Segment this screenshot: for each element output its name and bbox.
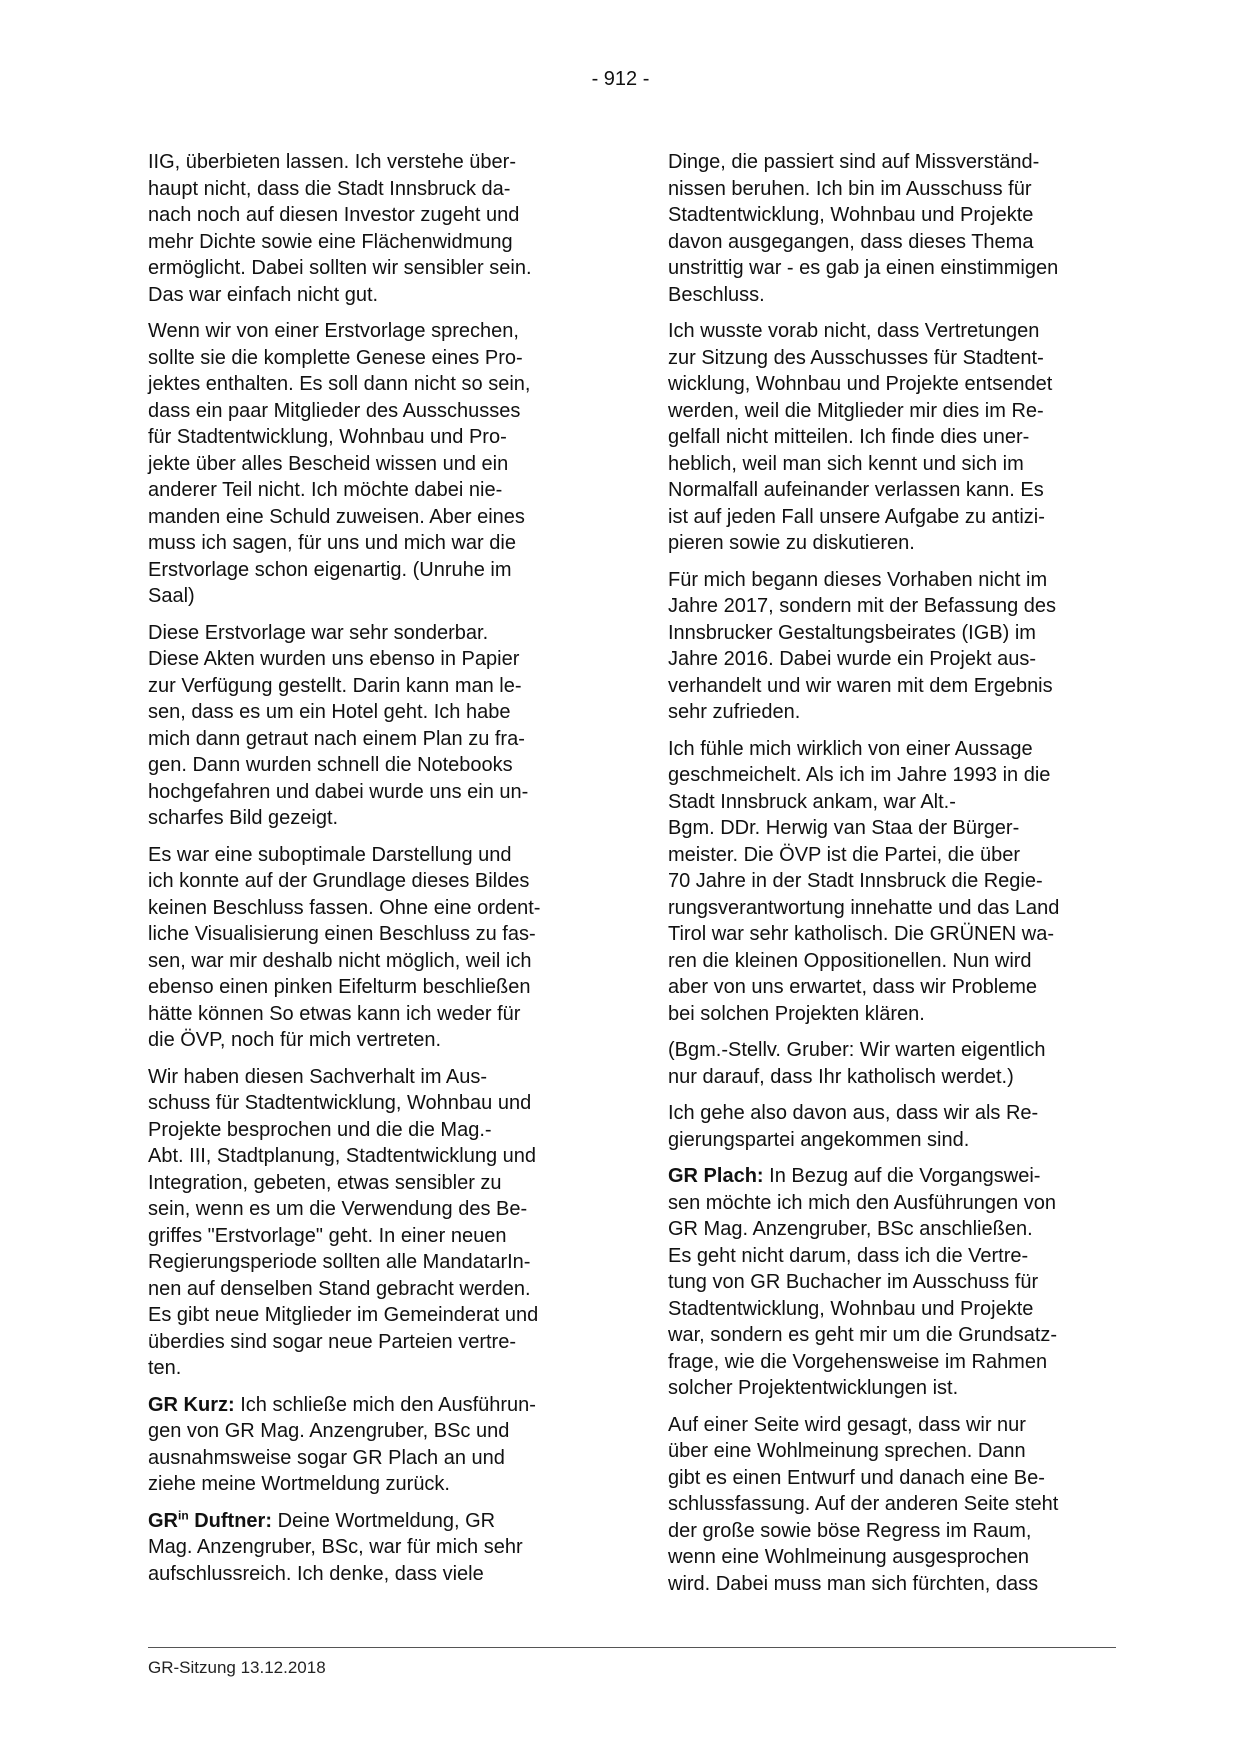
text-line: sen, dass es um ein Hotel geht. Ich habe xyxy=(148,701,511,723)
text-line: gierungspartei angekommen sind. xyxy=(668,1128,970,1151)
text-line: sen möchte ich mich den Ausführungen von xyxy=(668,1191,1057,1214)
text-line: Erstvorlage schon eigenartig. (Unruhe im xyxy=(148,558,512,581)
paragraph xyxy=(148,318,588,610)
text-line: geschmeichelt. Als ich im Jahre 1993 in die xyxy=(668,764,1051,786)
text-line: dass ein paar Mitglieder des Ausschusses xyxy=(148,399,521,422)
text-line: gibt es einen Entwurf und danach eine Be- xyxy=(668,1466,1045,1489)
text-line: davon ausgegangen, dass dieses Thema xyxy=(668,230,1034,253)
text-line: Ich gehe also davon aus, dass wir als Re- xyxy=(668,1102,1039,1124)
text-line: scharfes Bild gezeigt. xyxy=(148,807,339,829)
paragraph xyxy=(668,149,1108,308)
text-line: werden, weil die Mitglieder mir dies im Re- xyxy=(668,399,1044,422)
text-line: war, sondern es geht mir um die Grundsatz- xyxy=(668,1324,1058,1346)
text-line: Saal) xyxy=(148,585,195,607)
text-line: tung von GR Buchacher im Ausschuss für xyxy=(668,1271,1039,1293)
text-line: Ich schließe mich den Ausführun- xyxy=(240,1393,536,1416)
text-line: Es war eine suboptimale Darstellung und xyxy=(148,843,512,866)
text-line: IIG, überbieten lassen. Ich verstehe über- xyxy=(148,151,516,173)
text-line: wicklung, Wohnbau und Projekte entsendet xyxy=(668,373,1053,395)
footer-divider xyxy=(148,1647,1116,1648)
speaker-name: $GR^{in}$ Duftner: xyxy=(148,1507,272,1532)
text-line: nissen beruhen. Ich bin im Ausschuss für xyxy=(668,177,1032,200)
paragraph xyxy=(148,842,588,1054)
text-line: Jahre 2016. Dabei wurde ein Projekt aus- xyxy=(668,648,1036,670)
paragraph xyxy=(668,1037,1108,1090)
text-line: gelfall nicht mitteilen. Ich finde dies uner- xyxy=(668,426,1030,448)
text-line: sein, wenn es um die Verwendung des Be- xyxy=(148,1198,528,1220)
text-line: sen, war mir deshalb nicht möglich, weil ich xyxy=(148,949,532,972)
speaker-name: GR Kurz: xyxy=(148,1393,235,1416)
text-line: Deine Wortmeldung, GR xyxy=(277,1509,496,1532)
text-line: manden eine Schuld zuweisen. Aber eines xyxy=(148,505,525,528)
paragraph xyxy=(668,1412,1108,1598)
text-line: hochgefahren und dabei wurde uns ein un- xyxy=(148,780,529,803)
text-line: ausnahmsweise sogar GR Plach an und xyxy=(148,1446,505,1469)
text-line: Dinge, die passiert sind auf Missverständ- xyxy=(668,151,1040,173)
text-line: bei solchen Projekten klären. xyxy=(668,1002,925,1025)
text-line: In Bezug auf die Vorgangswei- xyxy=(769,1165,1041,1187)
text-line: Stadtentwicklung, Wohnbau und Projekte xyxy=(668,204,1034,226)
text-line: Tirol war sehr katholisch. Die GRÜNEN wa- xyxy=(668,923,1055,945)
paragraph xyxy=(668,567,1108,726)
text-line: Wir haben diesen Sachverhalt im Aus- xyxy=(148,1065,488,1088)
text-line: ebenso einen pinken Eifelturm beschließen xyxy=(148,976,531,998)
paragraph xyxy=(148,149,588,308)
text-line: heblich, weil man sich kennt und sich im xyxy=(668,452,1024,475)
text-line: pieren sowie zu diskutieren. xyxy=(668,532,915,554)
text-line: sehr zufrieden. xyxy=(668,701,801,723)
text-line: Diese Erstvorlage war sehr sonderbar. xyxy=(148,621,489,644)
text-line: schuss für Stadtentwicklung, Wohnbau und xyxy=(148,1092,532,1114)
text-line: Ich wusste vorab nicht, dass Vertretungen xyxy=(668,320,1040,342)
text-line: nur darauf, dass Ihr katholisch werdet.) xyxy=(668,1065,1014,1088)
text-line: ermöglicht. Dabei sollten wir sensibler sein. xyxy=(148,257,532,279)
text-line: Regierungsperiode sollten alle MandatarIn- xyxy=(148,1251,531,1273)
text-line: meister. Die ÖVP ist die Partei, die über xyxy=(668,843,1021,866)
text-line: Mag. Anzengruber, BSc, war für mich sehr xyxy=(148,1536,523,1558)
text-line: Beschluss. xyxy=(668,283,765,306)
text-line: für Stadtentwicklung, Wohnbau und Pro- xyxy=(148,426,507,448)
text-line: aufschlussreich. Ich denke, dass viele xyxy=(148,1562,484,1585)
text-line: Für mich begann dieses Vorhaben nicht im xyxy=(668,568,1048,591)
text-line: zur Verfügung gestellt. Darin kann man le- xyxy=(148,674,522,697)
text-line: haupt nicht, dass die Stadt Innsbruck da- xyxy=(148,177,511,200)
text-line: über eine Wohlmeinung sprechen. Dann xyxy=(668,1440,1026,1462)
text-line: 70 Jahre in der Stadt Innsbruck die Regie- xyxy=(668,870,1043,892)
right-column xyxy=(668,149,1108,1607)
text-line: GR Mag. Anzengruber, BSc anschließen. xyxy=(668,1218,1033,1240)
text-line: Bgm. DDr. Herwig van Staa der Bürger- xyxy=(668,817,1020,839)
text-line: gen. Dann wurden schnell die Notebooks xyxy=(148,754,513,776)
text-line: Normalfall aufeinander verlassen kann. Es xyxy=(668,479,1044,501)
text-line: aber von uns erwartet, dass wir Probleme xyxy=(668,976,1038,998)
text-line: gen von GR Mag. Anzengruber, BSc und xyxy=(148,1420,510,1442)
paragraph xyxy=(148,1508,588,1588)
text-line: Projekte besprochen und die die Mag.- xyxy=(148,1118,492,1141)
paragraph xyxy=(668,736,1108,1028)
text-line: jekte über alles Bescheid wissen und ein xyxy=(148,452,509,475)
text-line: ren die kleinen Oppositionellen. Nun wird xyxy=(668,949,1032,972)
page-number: - 912 - xyxy=(591,68,650,90)
text-line: ich konnte auf der Grundlage dieses Bildes xyxy=(148,870,530,892)
text-line: nen auf denselben Stand gebracht werden. xyxy=(148,1277,531,1300)
text-line: Innsbrucker Gestaltungsbeirates (IGB) im xyxy=(668,621,1036,644)
text-line: mehr Dichte sowie eine Flächenwidmung xyxy=(148,230,513,253)
text-line: jektes enthalten. Es soll dann nicht so sein, xyxy=(148,373,531,395)
text-line: Es geht nicht darum, dass ich die Vertre- xyxy=(668,1244,1029,1267)
text-line: schlussfassung. Auf der anderen Seite steht xyxy=(668,1493,1059,1515)
text-line: unstrittig war - es gab ja einen einstimmigen xyxy=(668,257,1059,279)
text-line: Das war einfach nicht gut. xyxy=(148,283,379,306)
paragraph xyxy=(148,620,588,832)
paragraph xyxy=(148,1392,588,1498)
text-line: liche Visualisierung einen Beschluss zu fas- xyxy=(148,923,536,945)
text-line: solcher Projektentwicklungen ist. xyxy=(668,1377,959,1399)
paragraph xyxy=(668,318,1108,557)
text-line: der große sowie böse Regress im Raum, xyxy=(668,1519,1032,1542)
speaker-name: GR Plach: xyxy=(668,1165,764,1187)
text-line: Wenn wir von einer Erstvorlage sprechen, xyxy=(148,320,519,342)
text-line: die ÖVP, noch für mich vertreten. xyxy=(148,1029,442,1051)
text-line: Jahre 2017, sondern mit der Befassung des xyxy=(668,595,1057,617)
text-line: Diese Akten wurden uns ebenso in Papier xyxy=(148,648,520,670)
text-line: Abt. III, Stadtplanung, Stadtentwicklung und xyxy=(148,1145,537,1167)
text-line: anderer Teil nicht. Ich möchte dabei nie- xyxy=(148,479,503,501)
text-line: wird. Dabei muss man sich fürchten, dass xyxy=(668,1572,1039,1595)
text-line: verhandelt und wir waren mit dem Ergebnis xyxy=(668,674,1053,697)
text-line: Stadt Innsbruck ankam, war Alt.- xyxy=(668,790,956,813)
text-line: ten. xyxy=(148,1357,182,1379)
text-line: (Bgm.-Stellv. Gruber: Wir warten eigentlich xyxy=(668,1039,1046,1061)
text-line: Es gibt neue Mitglieder im Gemeinderat und xyxy=(148,1304,539,1326)
text-line: hätte können So etwas kann ich weder für xyxy=(148,1002,521,1025)
text-line: muss ich sagen, für uns und mich war die xyxy=(148,532,516,554)
paragraph xyxy=(668,1100,1108,1153)
text-line: Auf einer Seite wird gesagt, dass wir nur xyxy=(668,1413,1026,1436)
paragraph xyxy=(148,1064,588,1382)
text-line: zur Sitzung des Ausschusses für Stadtent- xyxy=(668,346,1044,369)
text-line: überdies sind sogar neue Parteien vertre- xyxy=(148,1330,516,1353)
left-column xyxy=(148,149,588,1597)
text-line: rungsverantwortung innehatte und das Land xyxy=(668,896,1060,919)
paragraph xyxy=(668,1163,1108,1402)
text-line: ist auf jeden Fall unsere Aufgabe zu antizi- xyxy=(668,505,1045,528)
text-line: Stadtentwicklung, Wohnbau und Projekte xyxy=(668,1297,1034,1320)
text-line: nach noch auf diesen Investor zugeht und xyxy=(148,204,520,226)
text-line: ziehe meine Wortmeldung zurück. xyxy=(148,1473,450,1495)
text-line: Integration, gebeten, etwas sensibler zu xyxy=(148,1171,502,1194)
text-line: keinen Beschluss fassen. Ohne eine ordent- xyxy=(148,896,541,919)
text-line: sollte sie die komplette Genese eines Pro- xyxy=(148,346,523,369)
text-line: Ich fühle mich wirklich von einer Aussage xyxy=(668,737,1033,760)
text-line: wenn eine Wohlmeinung ausgesprochen xyxy=(668,1546,1029,1568)
text-line: frage, wie die Vorgehensweise im Rahmen xyxy=(668,1350,1048,1373)
footer-session-date: GR-Sitzung 13.12.2018 xyxy=(148,1658,326,1677)
text-line: mich dann getraut nach einem Plan zu fra- xyxy=(148,727,525,750)
text-line: griffes "Erstvorlage" geht. In einer neuen xyxy=(148,1224,507,1247)
